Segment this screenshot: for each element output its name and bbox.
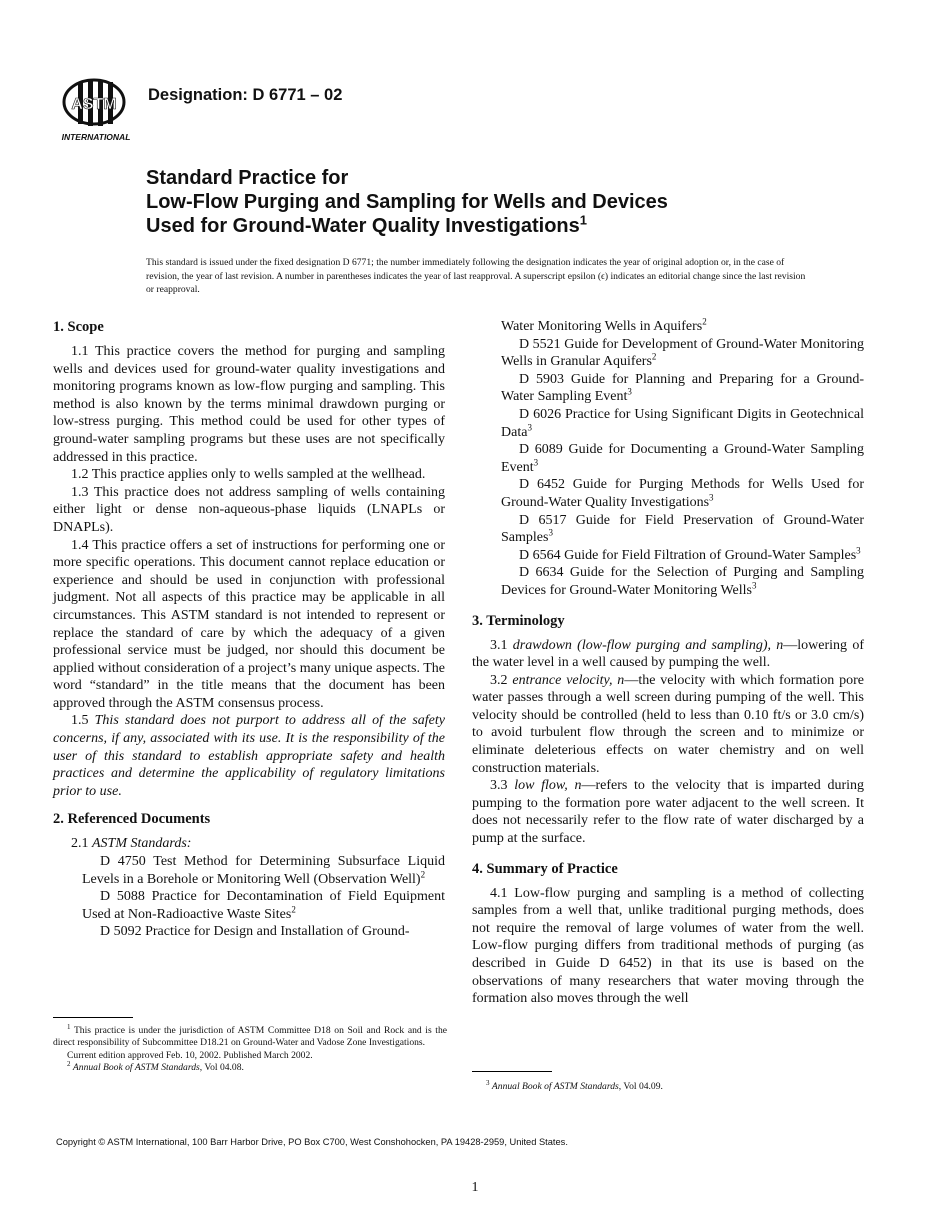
reference-item: D 6026 Practice for Using Significant Digits in Geotechnical Data$^3$ — [501, 406, 864, 440]
footnote-2: $^2$ Annual Book of ASTM Standards, Vol 04.08. — [67, 1060, 244, 1074]
paragraph-2-1: 2.1 ASTM Standards: — [71, 836, 192, 852]
paragraph-1-2: 1.2 This practice applies only to wells sampled at the wellhead. — [71, 467, 426, 483]
title-footnote-marker: 1 — [579, 212, 587, 228]
reference-item: D 4750 Test Method for Determining Subsurface Liquid Levels in a Borehole or Monitoring Well (Observation Well)$^2$ — [82, 854, 445, 887]
title-line-1: Standard Practice for — [146, 167, 349, 189]
left-column — [53, 318, 445, 941]
definition-3-1: 3.1 drawdown (low-flow purging and sampling), n—lowering of the water level in a well caused by pumping the well. — [472, 637, 864, 671]
definition-3-2: 3.2 entrance velocity, n—the velocity with which formation pore water passes through a well screen during pumping of the well. This velocity should be controlled (held to less than 0.10 ft/s or 3.0 cm/s) to avoid turbulent flow through the screen and to minimize or eliminate deleterious effects on water chemistry and on well construction materials. — [472, 672, 864, 776]
reference-item: D 6634 Guide for the Selection of Purging and Sampling Devices for Ground-Water Monitoring Wells$^3$ — [501, 565, 864, 598]
reference-item: D 5092 Practice for Design and Installation of Ground- — [100, 924, 410, 940]
paragraph-1-3: 1.3 This practice does not address sampling of wells containing either light or dense non-aqueous-phase liquids (LNAPLs or DNAPLs). — [53, 484, 445, 535]
footnote-1: $^1$ This practice is under the jurisdiction of ASTM Committee D18 on Soil and Rock and is the direct responsibility of Subcommittee D18.21 on Ground-Water and Vadose Zone Investigations. — [53, 1022, 447, 1049]
paragraph-1-5: 1.5 This standard does not purport to address all of the safety concerns, if any, associated with its use. It is the responsibility of the user of this standard to establish appropriate safety and health practices and determine the applicability of regulatory limitations prior to use. — [53, 713, 446, 799]
document-title — [146, 166, 668, 238]
copyright-line: Copyright © ASTM International, 100 Barr Harbor Drive, PO Box C700, West Conshohocken, PA 19428-2959, United States. — [56, 1137, 568, 1147]
svg-text:INTERNATIONAL: INTERNATIONAL — [61, 132, 131, 142]
reference-item: D 6089 Guide for Documenting a Ground-Water Sampling Event$^3$ — [501, 442, 864, 475]
paragraph-4-1: 4.1 Low-flow purging and sampling is a method of collecting samples from a well that, unlike traditional purging methods, does not require the removal of large volumes of water from the well. Low-flow purging differs from traditional methods of purging (as described in Guide D 6452) in that its use is based on the observations of many researchers that water moving through the formation also moves through the well — [472, 885, 864, 1007]
title-line-3: Used for Ground-Water Quality Investigations$^1$ — [146, 212, 587, 237]
title-line-2: Low-Flow Purging and Sampling for Wells and Devices — [146, 191, 668, 213]
standard-notice: This standard is issued under the fixed designation D 6771; the number immediately following the designation indicates the year of original adoption or, in the case of revision, the year of last revision. A number in parentheses indicates the year of last reapproval. A superscript epsilon (ϵ) indicates an editorial change since the last revision or reapproval. — [146, 257, 806, 295]
section-heading-terminology: 3. Terminology — [472, 612, 565, 629]
reference-item: D 6452 Guide for Purging Methods for Wells Used for Ground-Water Quality Investigations$^3$ — [501, 477, 864, 510]
svg-text:ASTM: ASTM — [71, 96, 117, 113]
footnote-3: $^3$ Annual Book of ASTM Standards, Vol 04.09. — [486, 1078, 663, 1092]
definition-3-3: 3.3 low flow, n—refers to the velocity that is imparted during pumping to the formation pore water adjacent to the well screen. It does not necessarily refer to the flow rate of water discharged by a pump at the surface. — [472, 778, 865, 847]
section-heading-referenced-documents: 2. Referenced Documents — [53, 811, 211, 828]
reference-item-continued: Water Monitoring Wells in Aquifers$^2$ — [501, 316, 707, 334]
section-heading-scope: 1. Scope — [53, 319, 104, 335]
footnote-1-approval: Current edition approved Feb. 10, 2002. Published March 2002. — [67, 1049, 313, 1061]
section-heading-summary: 4. Summary of Practice — [472, 860, 618, 877]
astm-logo — [56, 76, 138, 144]
paragraph-1-1: 1.1 This practice covers the method for purging and sampling wells and devices used for ground-water quality investigations and monitoring programs known as low-flow purging and sampling. This method is also known by the terms minimal drawdown purging or low-stress purging. This method could be used for other types of ground-water sampling programs but these uses are not specifically addressed in this practice. — [53, 344, 445, 465]
reference-item: D 6564 Guide for Field Filtration of Ground-Water Samples$^3$ — [519, 545, 861, 563]
footnotes-left — [53, 1022, 447, 1075]
designation: Designation: D 6771 – 02 — [148, 86, 343, 104]
paragraph-1-4: 1.4 This practice offers a set of instructions for performing one or more specific operations. This document cannot replace education or experience and should be used in conjunction with professional judgment. Not all aspects of this practice may be applicable in all circumstances. This ASTM standard is not intended to represent or replace the standard of care by which the adequacy of a given professional service must be judged, nor should this document be applied without consideration of a project’s many unique aspects. The word “standard” in the title means that the document has been approved through the ASTM consensus process. — [53, 537, 445, 711]
reference-item: D 5088 Practice for Decontamination of Field Equipment Used at Non-Radioactive Waste Sites$^2$ — [82, 889, 445, 922]
footnote-rule — [472, 1071, 552, 1072]
right-column — [472, 318, 864, 1008]
reference-item: D 5903 Guide for Planning and Preparing for a Ground-Water Sampling Event$^3$ — [501, 371, 864, 405]
footnote-rule — [53, 1017, 133, 1018]
reference-item: D 5521 Guide for Development of Ground-Water Monitoring Wells in Granular Aquifers$^2$ — [501, 336, 864, 370]
page-number: 1 — [471, 1180, 479, 1195]
reference-item: D 6517 Guide for Field Preservation of Ground-Water Samples$^3$ — [501, 512, 864, 546]
footnotes-right — [472, 1078, 866, 1093]
